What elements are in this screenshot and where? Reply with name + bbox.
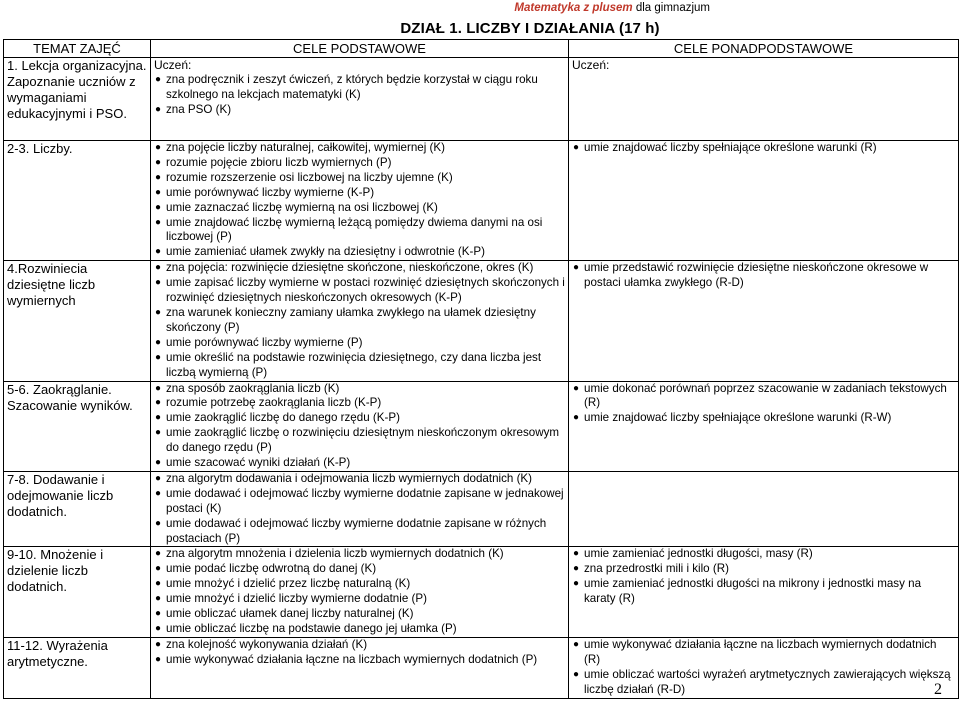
bullet-icon: ● [573, 262, 580, 274]
curriculum-table [3, 39, 959, 699]
bullet-icon: ● [155, 517, 162, 529]
bullet-icon: ● [155, 638, 162, 650]
advanced-goals-list [572, 141, 955, 156]
header-suffix: dla gimnazjum [632, 2, 710, 14]
goal-text: zna pojęcie liczby naturalnej, całkowitej, wymiernej (K) [166, 141, 446, 154]
bullet-icon: ● [155, 277, 162, 289]
table-body [4, 58, 959, 699]
goal-text: umie szacować wyniki działań (K-P) [166, 456, 351, 470]
list-item [154, 306, 565, 336]
advanced-goals-cell [569, 141, 959, 261]
list-item [572, 638, 955, 668]
page-number: 2 [934, 681, 942, 698]
goal-text: umie przedstawić rozwinięcie dziesiętne nieskończone okresowe w postaci ułamka zwykłego (R-D) [584, 261, 929, 290]
list-item [154, 336, 565, 351]
list-item [572, 141, 955, 156]
goal-text: umie zamieniać ułamek zwykły na dziesiętny i odwrotnie (K-P) [166, 245, 485, 259]
basic-goals-cell [151, 381, 569, 471]
bullet-icon: ● [155, 382, 162, 394]
goal-text: umie dokonać porównań poprzez szacowanie w zadaniach tekstowych (R) [584, 381, 947, 410]
goal-text: umie zaznaczać liczbę wymierną na osi liczbowej (K) [166, 200, 438, 214]
list-item [154, 607, 565, 622]
bullet-icon: ● [573, 142, 580, 153]
bullet-icon: ● [155, 351, 162, 363]
list-item [154, 382, 565, 397]
goal-text: umie obliczać ułamek danej liczby naturalnej (K) [166, 607, 414, 621]
goal-text: umie zamieniać jednostki długości, masy (R) [584, 547, 813, 561]
list-item [154, 487, 565, 517]
goal-text: zna algorytm mnożenia i dzielenia liczb wymiernych dodatnich (K) [166, 547, 504, 561]
basic-goals-cell [151, 261, 569, 381]
goal-text: zna przedrostki mili i kilo (R) [584, 562, 729, 576]
topic-cell: 1. Lekcja organizacyjna. Zapoznanie uczniów z wymaganiami edukacyjnymi i PSO. [4, 58, 151, 141]
list-item [154, 577, 565, 592]
table-row [4, 471, 959, 547]
goal-text: umie zaokrąglić liczbę do danego rzędu (K-P) [166, 411, 400, 425]
publisher-brand: Matematyka z plusem [514, 2, 633, 14]
list-item [154, 547, 565, 562]
bullet-icon: ● [573, 638, 580, 650]
goal-text: umie porównywać liczby wymierne (K-P) [166, 185, 375, 199]
list-item [154, 201, 565, 216]
bullet-icon: ● [155, 548, 162, 560]
list-item [154, 351, 565, 381]
goal-text: umie mnożyć i dzielić przez liczbę naturalną (K) [166, 577, 411, 591]
list-item [572, 547, 955, 562]
advanced-goals-cell [569, 637, 959, 698]
basic-goals-cell [151, 141, 569, 261]
bullet-icon: ● [155, 142, 162, 153]
column-header-basic: CELE PODSTAWOWE [151, 40, 569, 58]
goal-text: umie znajdować liczby spełniające określone warunki (R-W) [584, 411, 892, 425]
bullet-icon: ● [155, 563, 162, 575]
basic-goals-cell [151, 547, 569, 637]
advanced-goals-cell [569, 471, 959, 547]
bullet-icon: ● [573, 668, 580, 680]
goal-text: umie znajdować liczbę wymierną leżącą pomiędzy dwiema danymi na osi liczbowej (P) [166, 215, 543, 244]
bullet-icon: ● [155, 201, 162, 213]
basic-goals-list [154, 382, 565, 471]
bullet-icon: ● [155, 593, 162, 605]
bullet-icon: ● [155, 171, 162, 183]
topic-cell: 7-8. Dodawanie i odejmowanie liczb dodatnich. [4, 471, 151, 547]
list-item [154, 171, 565, 186]
bullet-icon: ● [155, 306, 162, 318]
list-item [154, 156, 565, 171]
topic-cell: 9-10. Mnożenie i dzielenie liczb dodatnich. [4, 547, 151, 637]
list-item [154, 103, 565, 118]
advanced-goals-cell [569, 547, 959, 637]
bullet-icon: ● [155, 262, 162, 274]
bullet-icon: ● [155, 487, 162, 499]
goal-text: umie porównywać liczby wymierne (P) [166, 335, 363, 349]
bullet-icon: ● [573, 412, 580, 424]
goal-text: rozumie pojęcie zbioru liczb wymiernych (P) [166, 155, 392, 169]
bullet-icon: ● [155, 472, 162, 484]
section-title: DZIAŁ 1. LICZBY I DZIAŁANIA (17 h) [400, 20, 660, 37]
basic-goals-list [154, 472, 565, 547]
advanced-goals-list [572, 638, 955, 698]
goal-text: zna pojęcia: rozwinięcie dziesiętne skończone, nieskończone, okres (K) [166, 261, 534, 275]
table-row [4, 58, 959, 141]
student-label: Uczeń: [154, 58, 192, 72]
bullet-icon: ● [155, 427, 162, 439]
bullet-icon: ● [573, 578, 580, 590]
goal-text: umie dodawać i odejmować liczby wymierne dodatnie zapisane w różnych postaciach (P) [166, 516, 547, 545]
basic-goals-list [154, 141, 565, 260]
topic-cell: 11-12. Wyrażenia arytmetyczne. [4, 637, 151, 698]
basic-goals-cell [151, 637, 569, 698]
list-item [154, 411, 565, 426]
bullet-icon: ● [155, 336, 162, 348]
advanced-goals-cell [569, 261, 959, 381]
basic-goals-list [154, 638, 565, 668]
list-item [154, 592, 565, 607]
table-row [4, 637, 959, 698]
basic-goals-list [154, 547, 565, 636]
goal-text: umie obliczać wartości wyrażeń arytmetycznych zawierających większą liczbę działań (R-D) [584, 667, 951, 696]
goal-text: zna warunek konieczny zamiany ułamka zwykłego na ułamek dziesiętny skończony (P) [166, 305, 536, 334]
advanced-goals-cell [569, 58, 959, 141]
goal-text: umie zamieniać jednostki długości na mikrony i jednostki masy na karaty (R) [584, 577, 922, 606]
table-row [4, 381, 959, 471]
goal-text: umie wykonywać działania łączne na liczbach wymiernych dodatnich (R) [584, 637, 937, 666]
bullet-icon: ● [155, 623, 162, 634]
list-item [154, 396, 565, 411]
bullet-icon: ● [155, 74, 162, 85]
list-item [154, 456, 565, 471]
goal-text: umie określić na podstawie rozwinięcia dziesiętnego, czy dana liczba jest liczbą wymierną (P) [166, 350, 542, 379]
student-label: Uczeń: [572, 58, 610, 72]
list-item [154, 216, 565, 246]
list-item [154, 261, 565, 276]
bullet-icon: ● [155, 608, 162, 620]
advanced-goals-list [572, 547, 955, 607]
goal-text: umie podać liczbę odwrotną do danej (K) [166, 562, 377, 576]
column-header-advanced: CELE PONADPODSTAWOWE [569, 40, 959, 58]
goal-text: rozumie rozszerzenie osi liczbowej na liczby ujemne (K) [166, 170, 453, 184]
list-item [572, 562, 955, 577]
goal-text: umie wykonywać działania łączne na liczbach wymiernych dodatnich (P) [166, 652, 538, 666]
bullet-icon: ● [155, 246, 162, 258]
list-item [572, 577, 955, 607]
bullet-icon: ● [155, 156, 162, 168]
bullet-icon: ● [573, 382, 580, 394]
list-item [572, 382, 955, 412]
list-item [572, 261, 955, 291]
list-item [572, 668, 955, 698]
advanced-goals-cell [569, 381, 959, 471]
goal-text: zna PSO (K) [166, 102, 232, 116]
bullet-icon: ● [573, 563, 580, 575]
bullet-icon: ● [155, 457, 162, 469]
table-row [4, 261, 959, 381]
list-item [154, 245, 565, 260]
list-item [154, 472, 565, 487]
goal-text: umie dodawać i odejmować liczby wymierne dodatnie zapisane w jednakowej postaci (K) [166, 486, 564, 515]
goal-text: umie zapisać liczby wymierne w postaci rozwinięć dziesiętnych skończonych i rozwinięć dziesiętnych nieskończonych okresowych (K-P) [166, 276, 565, 305]
bullet-icon: ● [155, 186, 162, 198]
topic-cell: 2-3. Liczby. [4, 141, 151, 261]
topic-cell: 5-6. Zaokrąglanie. Szacowanie wyników. [4, 381, 151, 471]
list-item [154, 653, 565, 668]
goal-text: umie mnożyć i dzielić liczby wymierne dodatnie (P) [166, 592, 427, 606]
table-row [4, 141, 959, 261]
running-header [0, 2, 960, 14]
list-item [154, 276, 565, 306]
basic-goals-list [154, 261, 565, 380]
goal-text: rozumie potrzebę zaokrąglania liczb (K-P) [166, 396, 382, 410]
goal-text: umie obliczać liczbę na podstawie danego jej ułamka (P) [166, 622, 457, 635]
advanced-goals-list [572, 382, 955, 427]
bullet-icon: ● [155, 397, 162, 409]
bullet-icon: ● [155, 653, 162, 665]
list-item [154, 517, 565, 547]
list-item [154, 426, 565, 456]
goal-text: zna podręcznik i zeszyt ćwiczeń, z których będzie korzystał w ciągu roku szkolnego na lekcjach matematyki (K) [166, 73, 538, 101]
basic-goals-cell [151, 58, 569, 141]
list-item [154, 73, 565, 103]
bullet-icon: ● [155, 103, 162, 115]
bullet-icon: ● [573, 548, 580, 560]
goal-text: umie znajdować liczby spełniające określone warunki (R) [584, 141, 877, 154]
list-item [154, 562, 565, 577]
list-item [572, 411, 955, 426]
list-item [154, 186, 565, 201]
list-item [154, 622, 565, 637]
goal-text: umie zaokrąglić liczbę o rozwinięciu dziesiętnym nieskończonym okresowym do danego rzędu (P) [166, 426, 560, 455]
basic-goals-list [154, 73, 565, 118]
goal-text: zna algorytm dodawania i odejmowania liczb wymiernych dodatnich (K) [166, 471, 533, 485]
table-row [4, 547, 959, 637]
advanced-goals-list [572, 261, 955, 291]
topic-cell: 4.Rozwiniecia dziesiętne liczb wymiernych [4, 261, 151, 381]
column-header-topic: TEMAT ZAJĘĆ [4, 40, 151, 58]
table-header-row [4, 40, 959, 58]
basic-goals-cell [151, 471, 569, 547]
list-item [154, 638, 565, 653]
goal-text: zna kolejność wykonywania działań (K) [166, 637, 368, 651]
bullet-icon: ● [155, 412, 162, 424]
goal-text: zna sposób zaokrąglania liczb (K) [166, 381, 340, 395]
bullet-icon: ● [155, 216, 162, 228]
list-item [154, 141, 565, 156]
bullet-icon: ● [155, 578, 162, 590]
